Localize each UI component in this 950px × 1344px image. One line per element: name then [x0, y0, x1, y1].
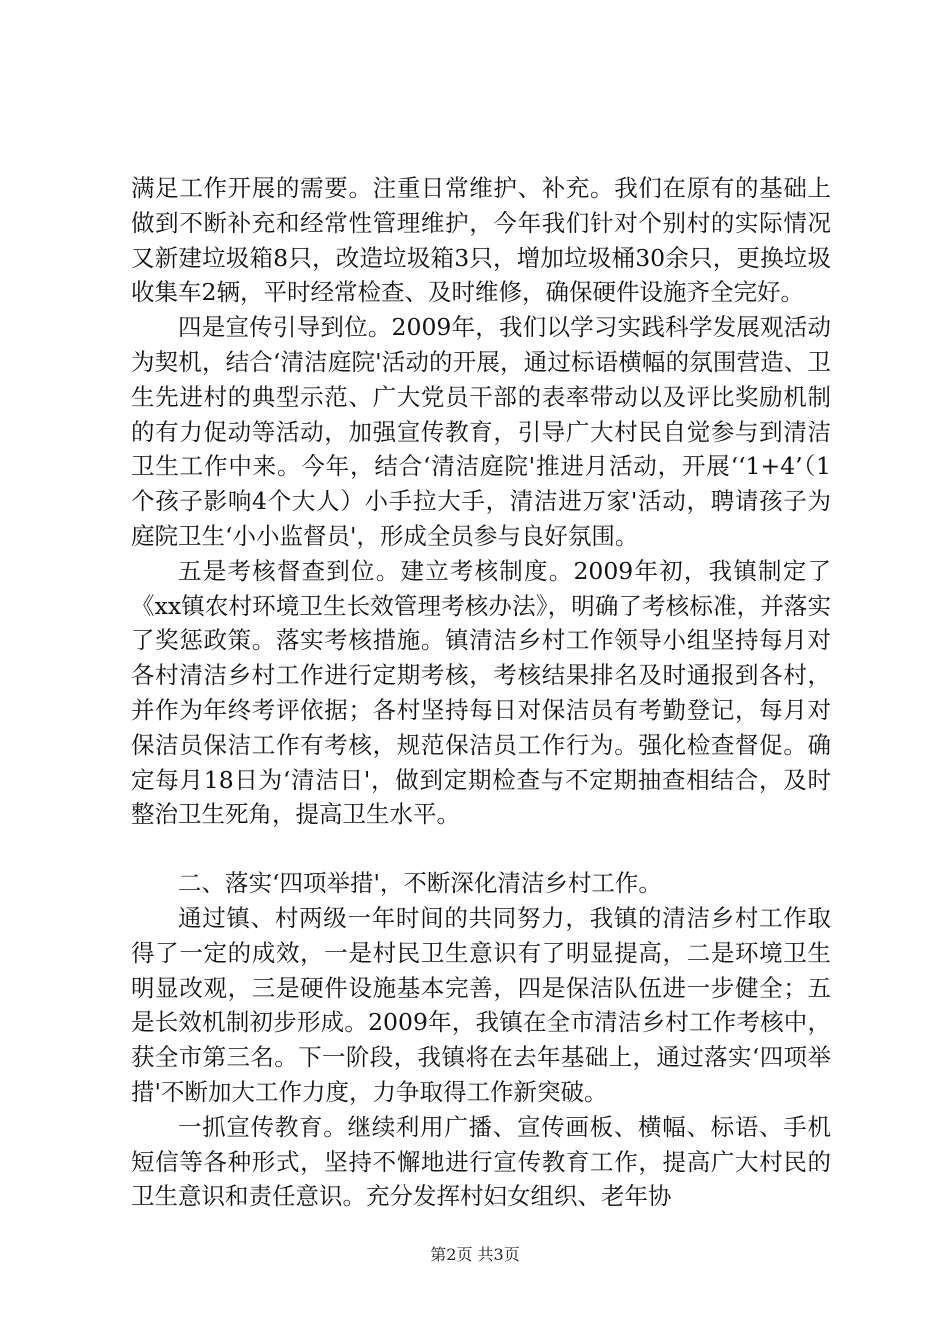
document-body [131, 171, 831, 1214]
section-heading-two: 二、落实‘四项举措'，不断深化清洁乡村工作。 [178, 869, 662, 898]
paragraph-publicity: 四是宣传引导到位。2009年，我们以学习实践科学发展观活动为契机，结合‘清洁庭院'活动的开展，通过标语横幅的氛围营造、卫生先进村的典型示范、广大党员干部的表率带动以及评比奖励机制的有力促动等活动，加强宣传教育，引导广大村民自觉参与到清洁卫生工作中来。今年，结合‘清洁庭院'推进月活动，开展‘‘1+4’（1个孩子影响4个大人）小手拉大手，清洁进万家'活动，聘请孩子为庭院卫生‘小小监督员'，形成全员参与良好氛围。 [131, 313, 831, 550]
paragraph-maintenance: 满足工作开展的需要。注重日常维护、补充。我们在原有的基础上做到不断补充和经常性管理维护，今年我们针对个别村的实际情况又新建垃圾箱8只，改造垃圾箱3只，增加垃圾桶30余只，更换垃圾收集车2辆，平时经常检查、及时维修，确保硬件设施齐全完好。 [131, 174, 831, 307]
page-number-footer: 第2页 共3页 [430, 1245, 520, 1264]
paragraph-assessment: 五是考核督查到位。建立考核制度。2009年初，我镇制定了《xx镇农村环境卫生长效管理考核办法》，明确了考核标准，并落实了奖惩政策。落实考核措施。镇清洁乡村工作领导小组坚持每月对各村清洁乡村工作进行定期考核，考核结果排名及时通报到各村，并作为年终考评依据；各村坚持每日对保洁员有考勤登记，每月对保洁员保洁工作有考核，规范保洁员工作行为。强化检查督促。确定每月18日为‘清洁日'，做到定期检查与不定期抽查相结合，及时整治卫生死角，提高卫生水平。 [131, 556, 831, 829]
paragraph-achievements: 通过镇、村两级一年时间的共同努力，我镇的清洁乡村工作取得了一定的成效，一是村民卫生意识有了明显提高，二是环境卫生明显改观，三是硬件设施基本完善，四是保洁队伍进一步健全；五是长效机制初步形成。2009年，我镇在全市清洁乡村工作考核中，获全市第三名。下一阶段，我镇将在去年基础上，通过落实‘四项举措'不断加大工作力度，力争取得工作新突破。 [131, 903, 831, 1106]
paragraph-education: 一抓宣传教育。继续利用广播、宣传画板、横幅、标语、手机短信等各种形式，坚持不懈地进行宣传教育工作，提高广大村民的卫生意识和责任意识。充分发挥村妇女组织、老年协 [131, 1112, 831, 1211]
